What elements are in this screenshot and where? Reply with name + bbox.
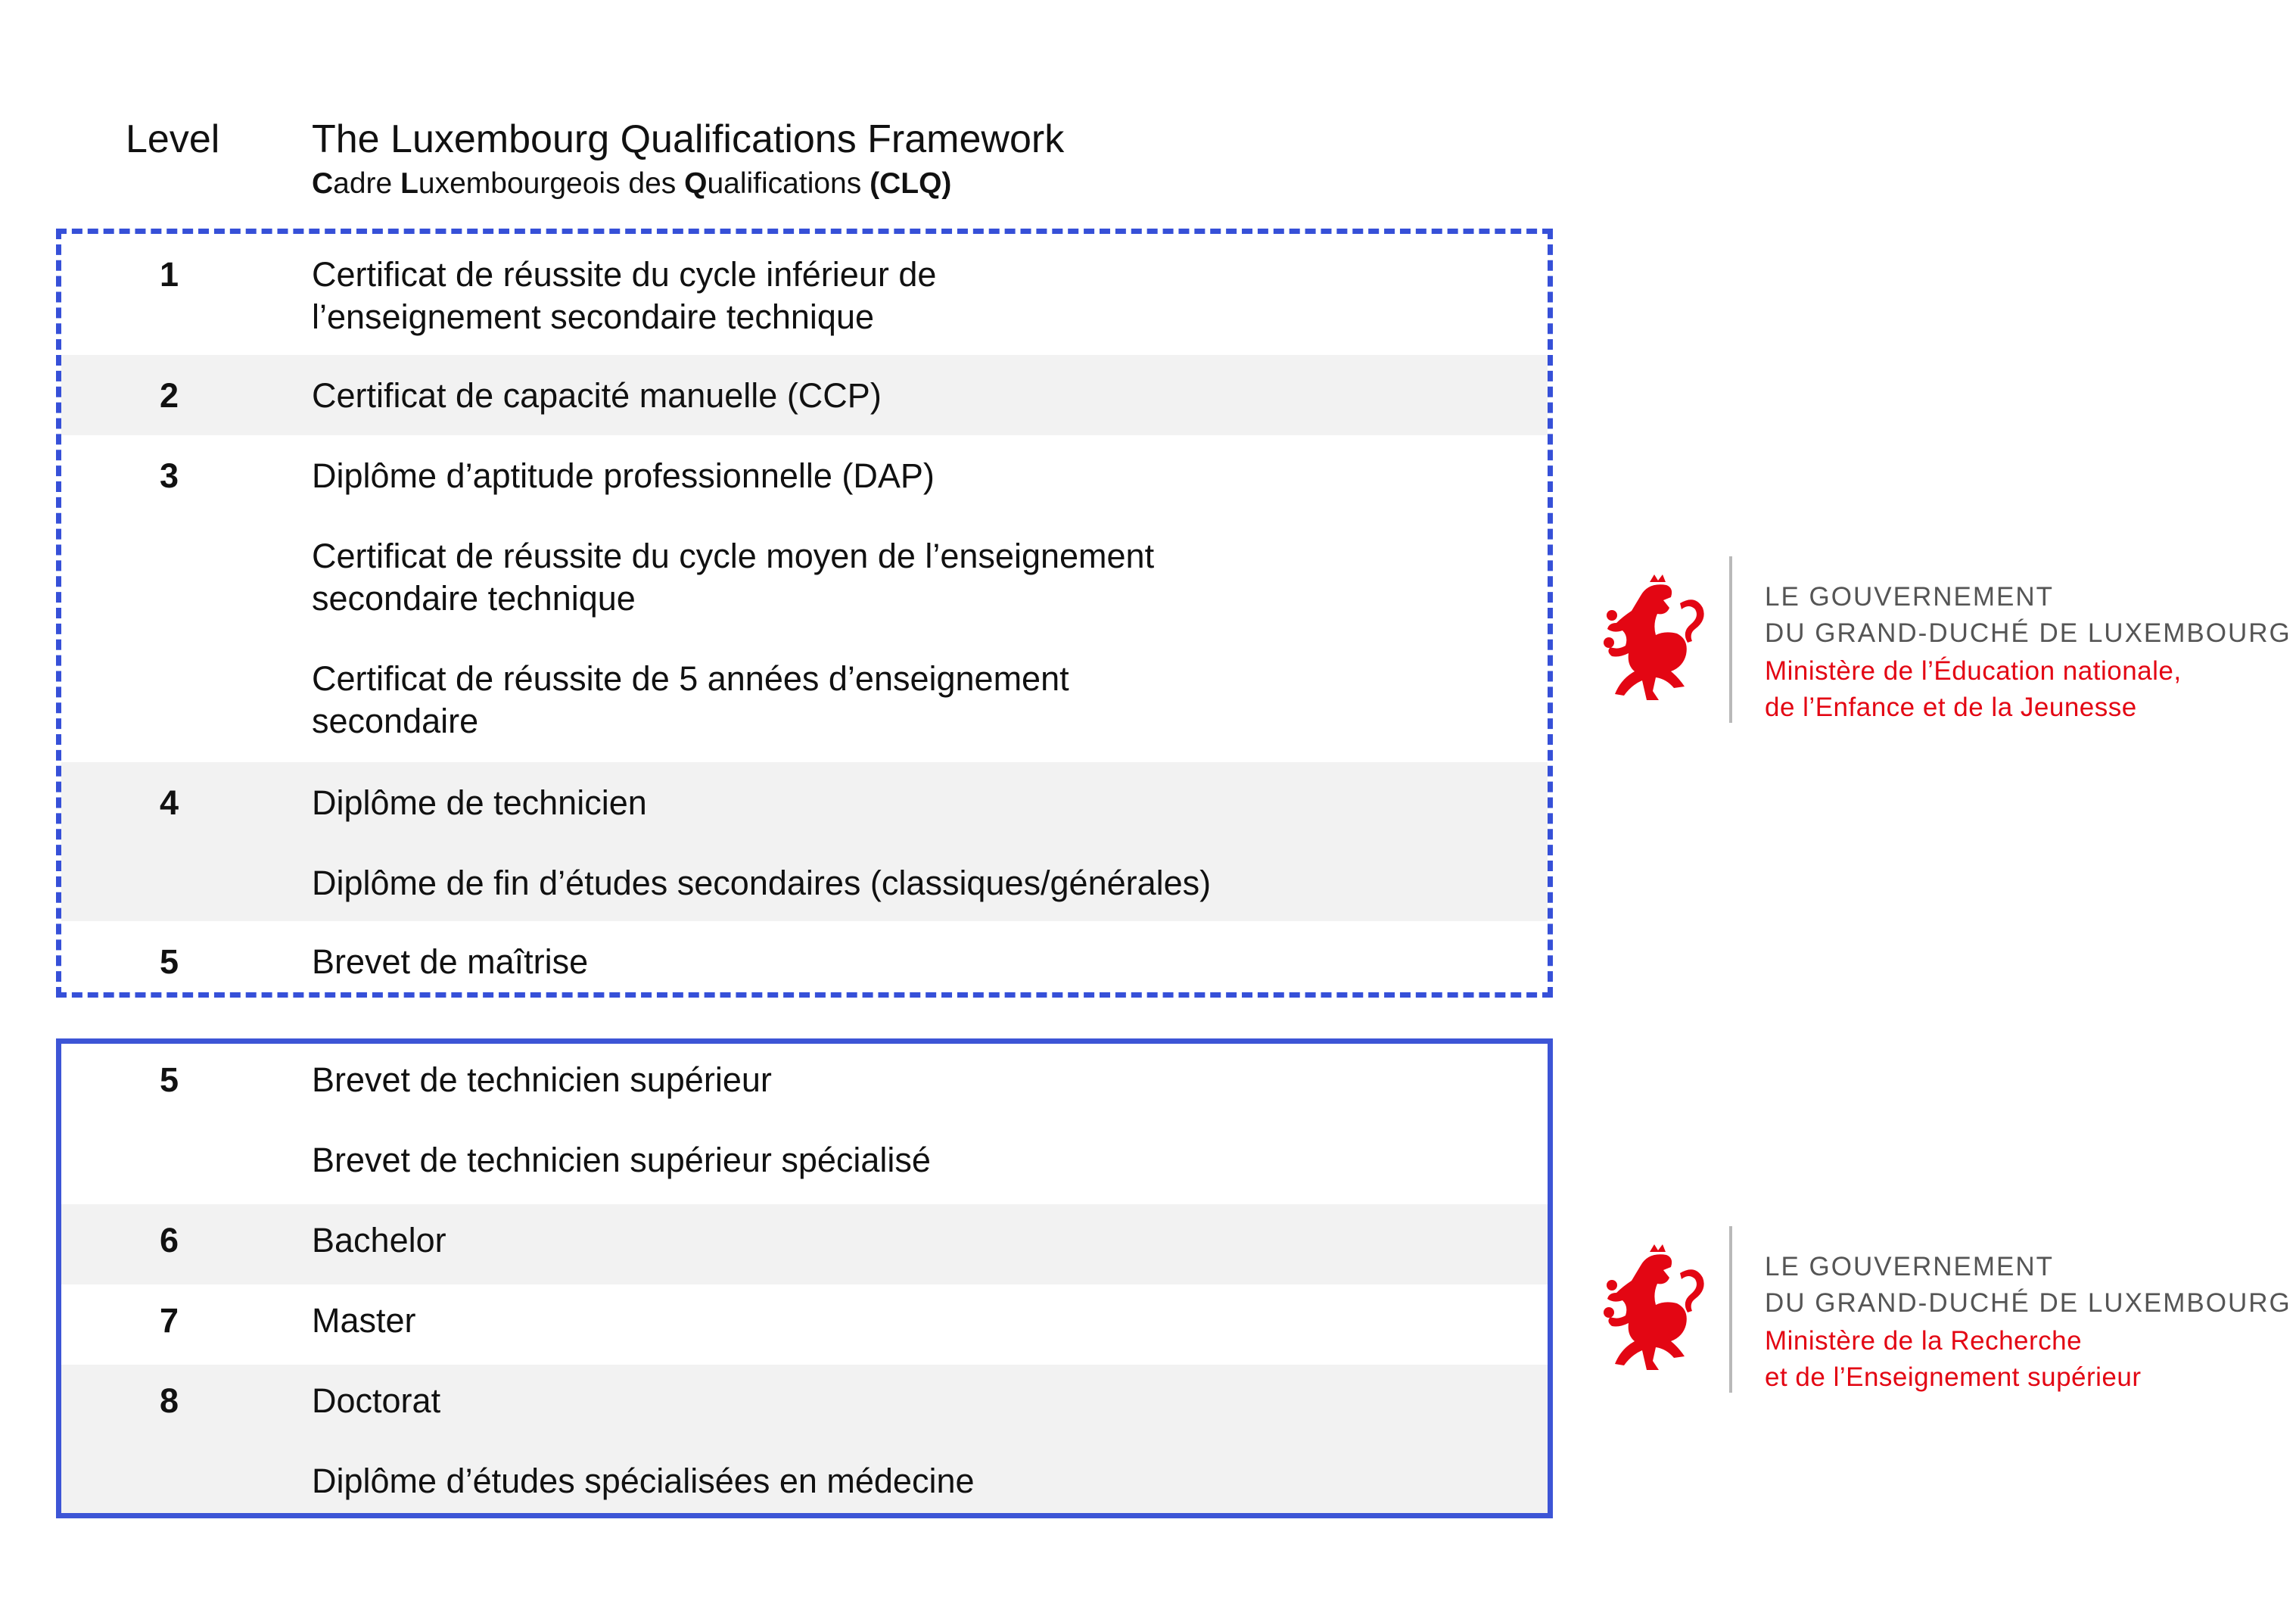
page-subtitle: Cadre Luxembourgeois des Qualifications (CLQ) [312, 167, 952, 200]
table-row [61, 1284, 1548, 1365]
level-number: 1 [160, 255, 179, 294]
table-row [61, 921, 1548, 997]
government-name-line2: DU GRAND-DUCHÉ DE LUXEMBOURG [1765, 1288, 2291, 1318]
level-number: 6 [160, 1221, 179, 1259]
qualification-item: Certificat de réussite de 5 années d’enseignement secondaire [312, 659, 1069, 740]
secondary-qualifications-box [56, 229, 1553, 998]
qualification-item: Brevet de technicien supérieur spécialisé [312, 1141, 931, 1179]
qualification-item: Diplôme de technicien [312, 783, 647, 822]
higher-qualifications-box [56, 1038, 1553, 1518]
qualification-item: Diplôme de fin d’études secondaires (classiques/générales) [312, 864, 1212, 902]
qualification-item: Diplôme d’études spécialisées en médecine [312, 1462, 975, 1500]
table-row [61, 1044, 1548, 1204]
qualification-item: Diplôme d’aptitude professionnelle (DAP) [312, 456, 935, 495]
qualification-item: Certificat de réussite du cycle inférieur de l’enseignement secondaire technique [312, 255, 937, 336]
government-logo-research [1597, 1226, 2291, 1400]
government-name-line2: DU GRAND-DUCHÉ DE LUXEMBOURG [1765, 618, 2291, 648]
level-number: 5 [160, 1060, 179, 1099]
ministry-name-line2: et de l’Enseignement supérieur [1765, 1362, 2142, 1392]
qualification-item: Bachelor [312, 1221, 446, 1259]
qualification-item: Certificat de capacité manuelle (CCP) [312, 376, 882, 415]
level-number: 8 [160, 1381, 179, 1420]
qualification-item: Certificat de réussite du cycle moyen de l’enseignement secondaire technique [312, 537, 1155, 618]
ministry-name-line2: de l’Enfance et de la Jeunesse [1765, 693, 2137, 722]
government-name-line1: LE GOUVERNEMENT [1765, 1252, 2054, 1281]
government-name-line1: LE GOUVERNEMENT [1765, 582, 2054, 612]
table-row [61, 762, 1548, 921]
qualification-item: Master [312, 1301, 416, 1340]
qualification-item: Doctorat [312, 1381, 441, 1420]
page-title: The Luxembourg Qualifications Framework [312, 117, 1065, 161]
level-number: 7 [160, 1301, 179, 1340]
table-row [61, 234, 1548, 355]
level-number: 4 [160, 783, 179, 822]
red-lion-icon [1597, 1243, 1710, 1379]
ministry-name-line1: Ministère de la Recherche [1765, 1326, 2083, 1356]
level-number: 2 [160, 376, 179, 415]
qualification-item: Brevet de maîtrise [312, 942, 589, 981]
level-column-header: Level [126, 117, 220, 161]
logo-divider [1729, 556, 1732, 723]
table-row [61, 1365, 1548, 1518]
table-row [61, 355, 1548, 435]
table-row [61, 1204, 1548, 1284]
ministry-name-line1: Ministère de l’Éducation nationale, [1765, 656, 2182, 686]
red-lion-icon [1597, 573, 1710, 709]
qualification-item: Brevet de technicien supérieur [312, 1060, 772, 1099]
level-number: 5 [160, 942, 179, 981]
level-number: 3 [160, 456, 179, 495]
table-row [61, 435, 1548, 762]
government-logo-education [1597, 556, 2291, 730]
logo-divider [1729, 1226, 1732, 1393]
